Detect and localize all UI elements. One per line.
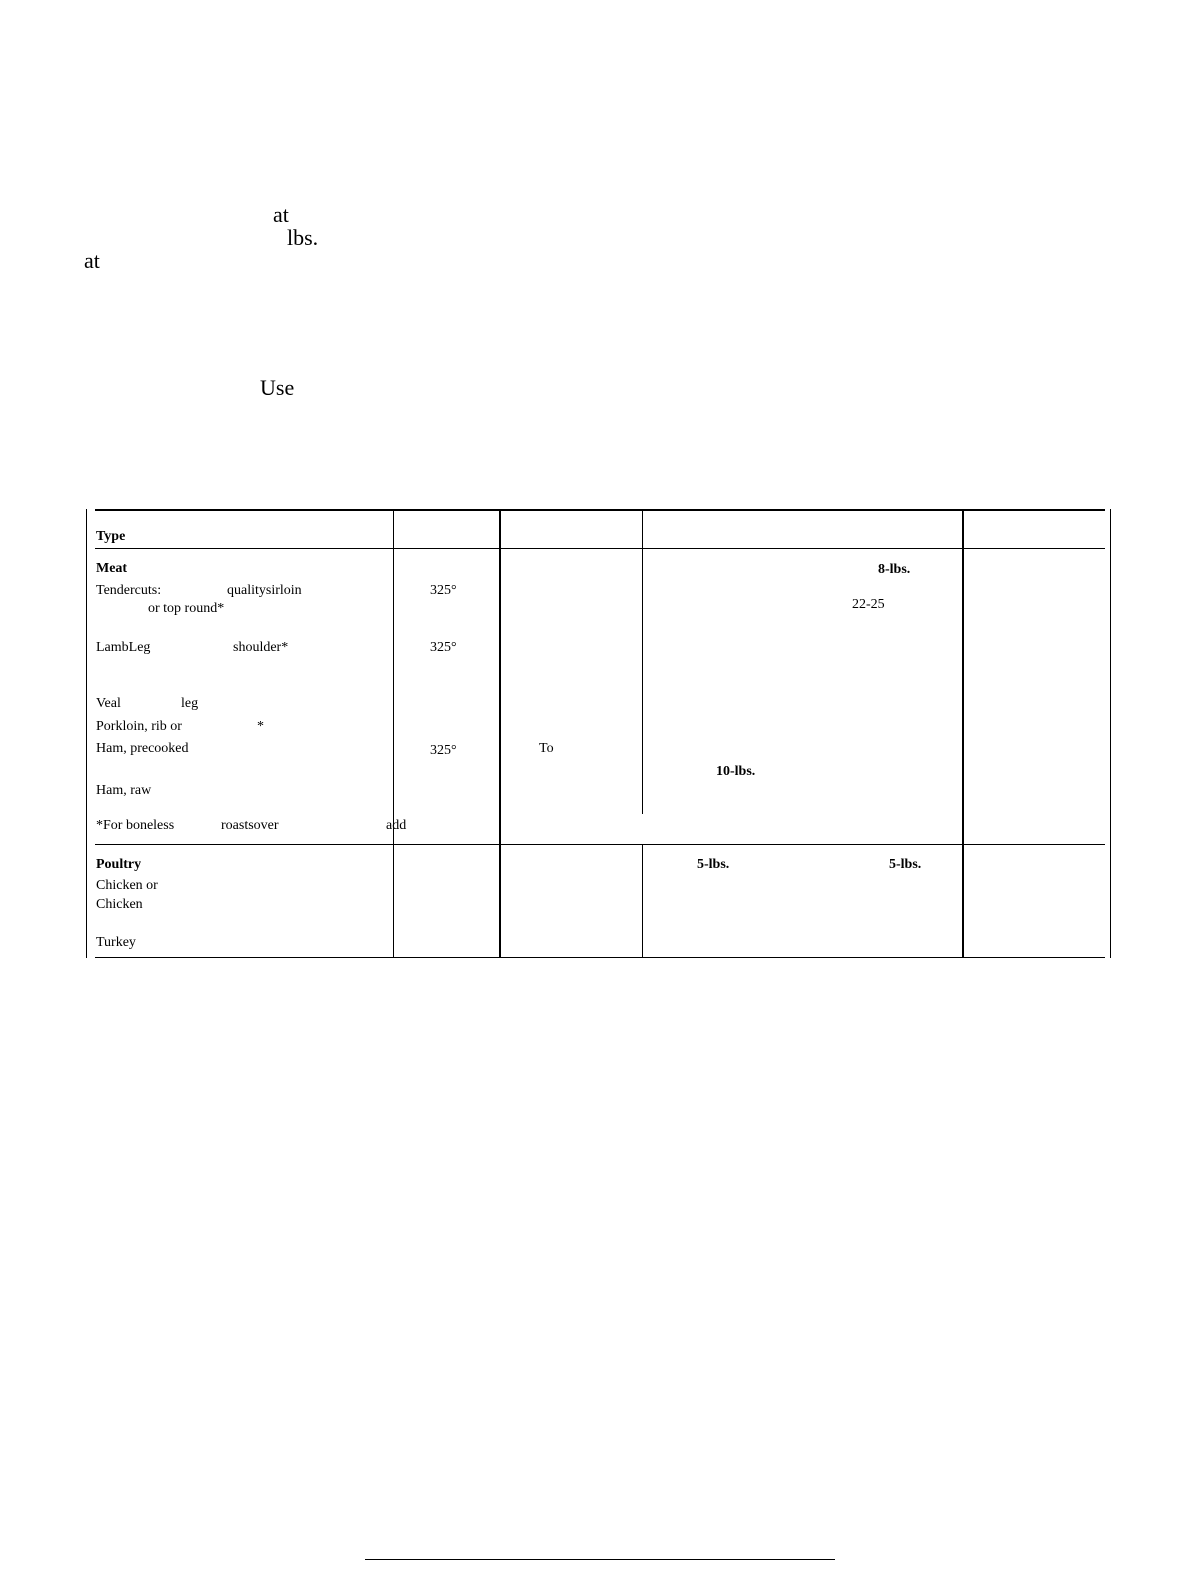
header-type: Type xyxy=(96,529,126,544)
table-col-rule-1 xyxy=(393,509,394,958)
meat-footnote-c: add xyxy=(386,818,407,833)
meat-row-6-type-a: Ham, precooked xyxy=(96,741,189,756)
meat-row-3-temp: 325° xyxy=(430,640,457,655)
meat-row-5-type-a: Porkloin, rib or xyxy=(96,719,182,734)
meat-row-3-type-a: LambLeg xyxy=(96,640,151,655)
meat-row-8-type-a: Ham, raw xyxy=(96,783,152,798)
table-col-rule-3 xyxy=(642,509,643,814)
meat-row-5-type-b: * xyxy=(257,719,264,734)
poultry-row-1: Chicken or xyxy=(96,878,158,893)
meat-row-7-note: 10-lbs. xyxy=(716,764,756,779)
page-footer-rule xyxy=(365,1559,835,1560)
table-header-rule xyxy=(95,548,1105,549)
poultry-note-a: 5-lbs. xyxy=(697,857,730,872)
table-col-rule-4 xyxy=(962,509,964,958)
poultry-row-2: Chicken xyxy=(96,897,143,912)
meat-row-4-type-b: leg xyxy=(181,696,199,711)
meat-row-1-temp: 325° xyxy=(430,583,457,598)
intro-fragment-use: Use xyxy=(260,375,295,400)
intro-fragment-at: at xyxy=(273,202,289,227)
meat-row-4-type-a: Veal xyxy=(96,696,121,711)
table-right-edge xyxy=(1110,509,1111,958)
meat-footnote-a: *For boneless xyxy=(96,818,175,833)
table-bottom-rule xyxy=(95,957,1105,958)
meat-row-1-type-a: Tendercuts: xyxy=(96,583,162,598)
poultry-note-b: 5-lbs. xyxy=(889,857,922,872)
table-top-rule xyxy=(95,509,1105,511)
meat-row-2-note: 22-25 xyxy=(852,597,885,612)
table-section-rule xyxy=(95,844,1105,845)
poultry-row-3: Turkey xyxy=(96,935,136,950)
meat-row-3-type-b: shoulder* xyxy=(233,640,289,655)
intro-fragment-at-2: at xyxy=(84,248,100,273)
intro-fragment-lbs: lbs. xyxy=(287,225,319,250)
meat-row-6-temp: 325° xyxy=(430,743,457,758)
meat-row-1-type-b: qualitysirloin xyxy=(227,583,302,598)
table-col-rule-2 xyxy=(499,509,501,958)
meat-heading: Meat xyxy=(96,561,128,576)
meat-row-6-time: To xyxy=(539,741,554,756)
meat-footnote-b: roastsover xyxy=(221,818,279,833)
meat-row-1-note: 8-lbs. xyxy=(878,562,911,577)
meat-row-2-type-a: or top round* xyxy=(148,601,225,616)
table-col-rule-3b xyxy=(642,844,643,958)
table-left-edge xyxy=(86,509,87,958)
poultry-heading: Poultry xyxy=(96,857,142,872)
